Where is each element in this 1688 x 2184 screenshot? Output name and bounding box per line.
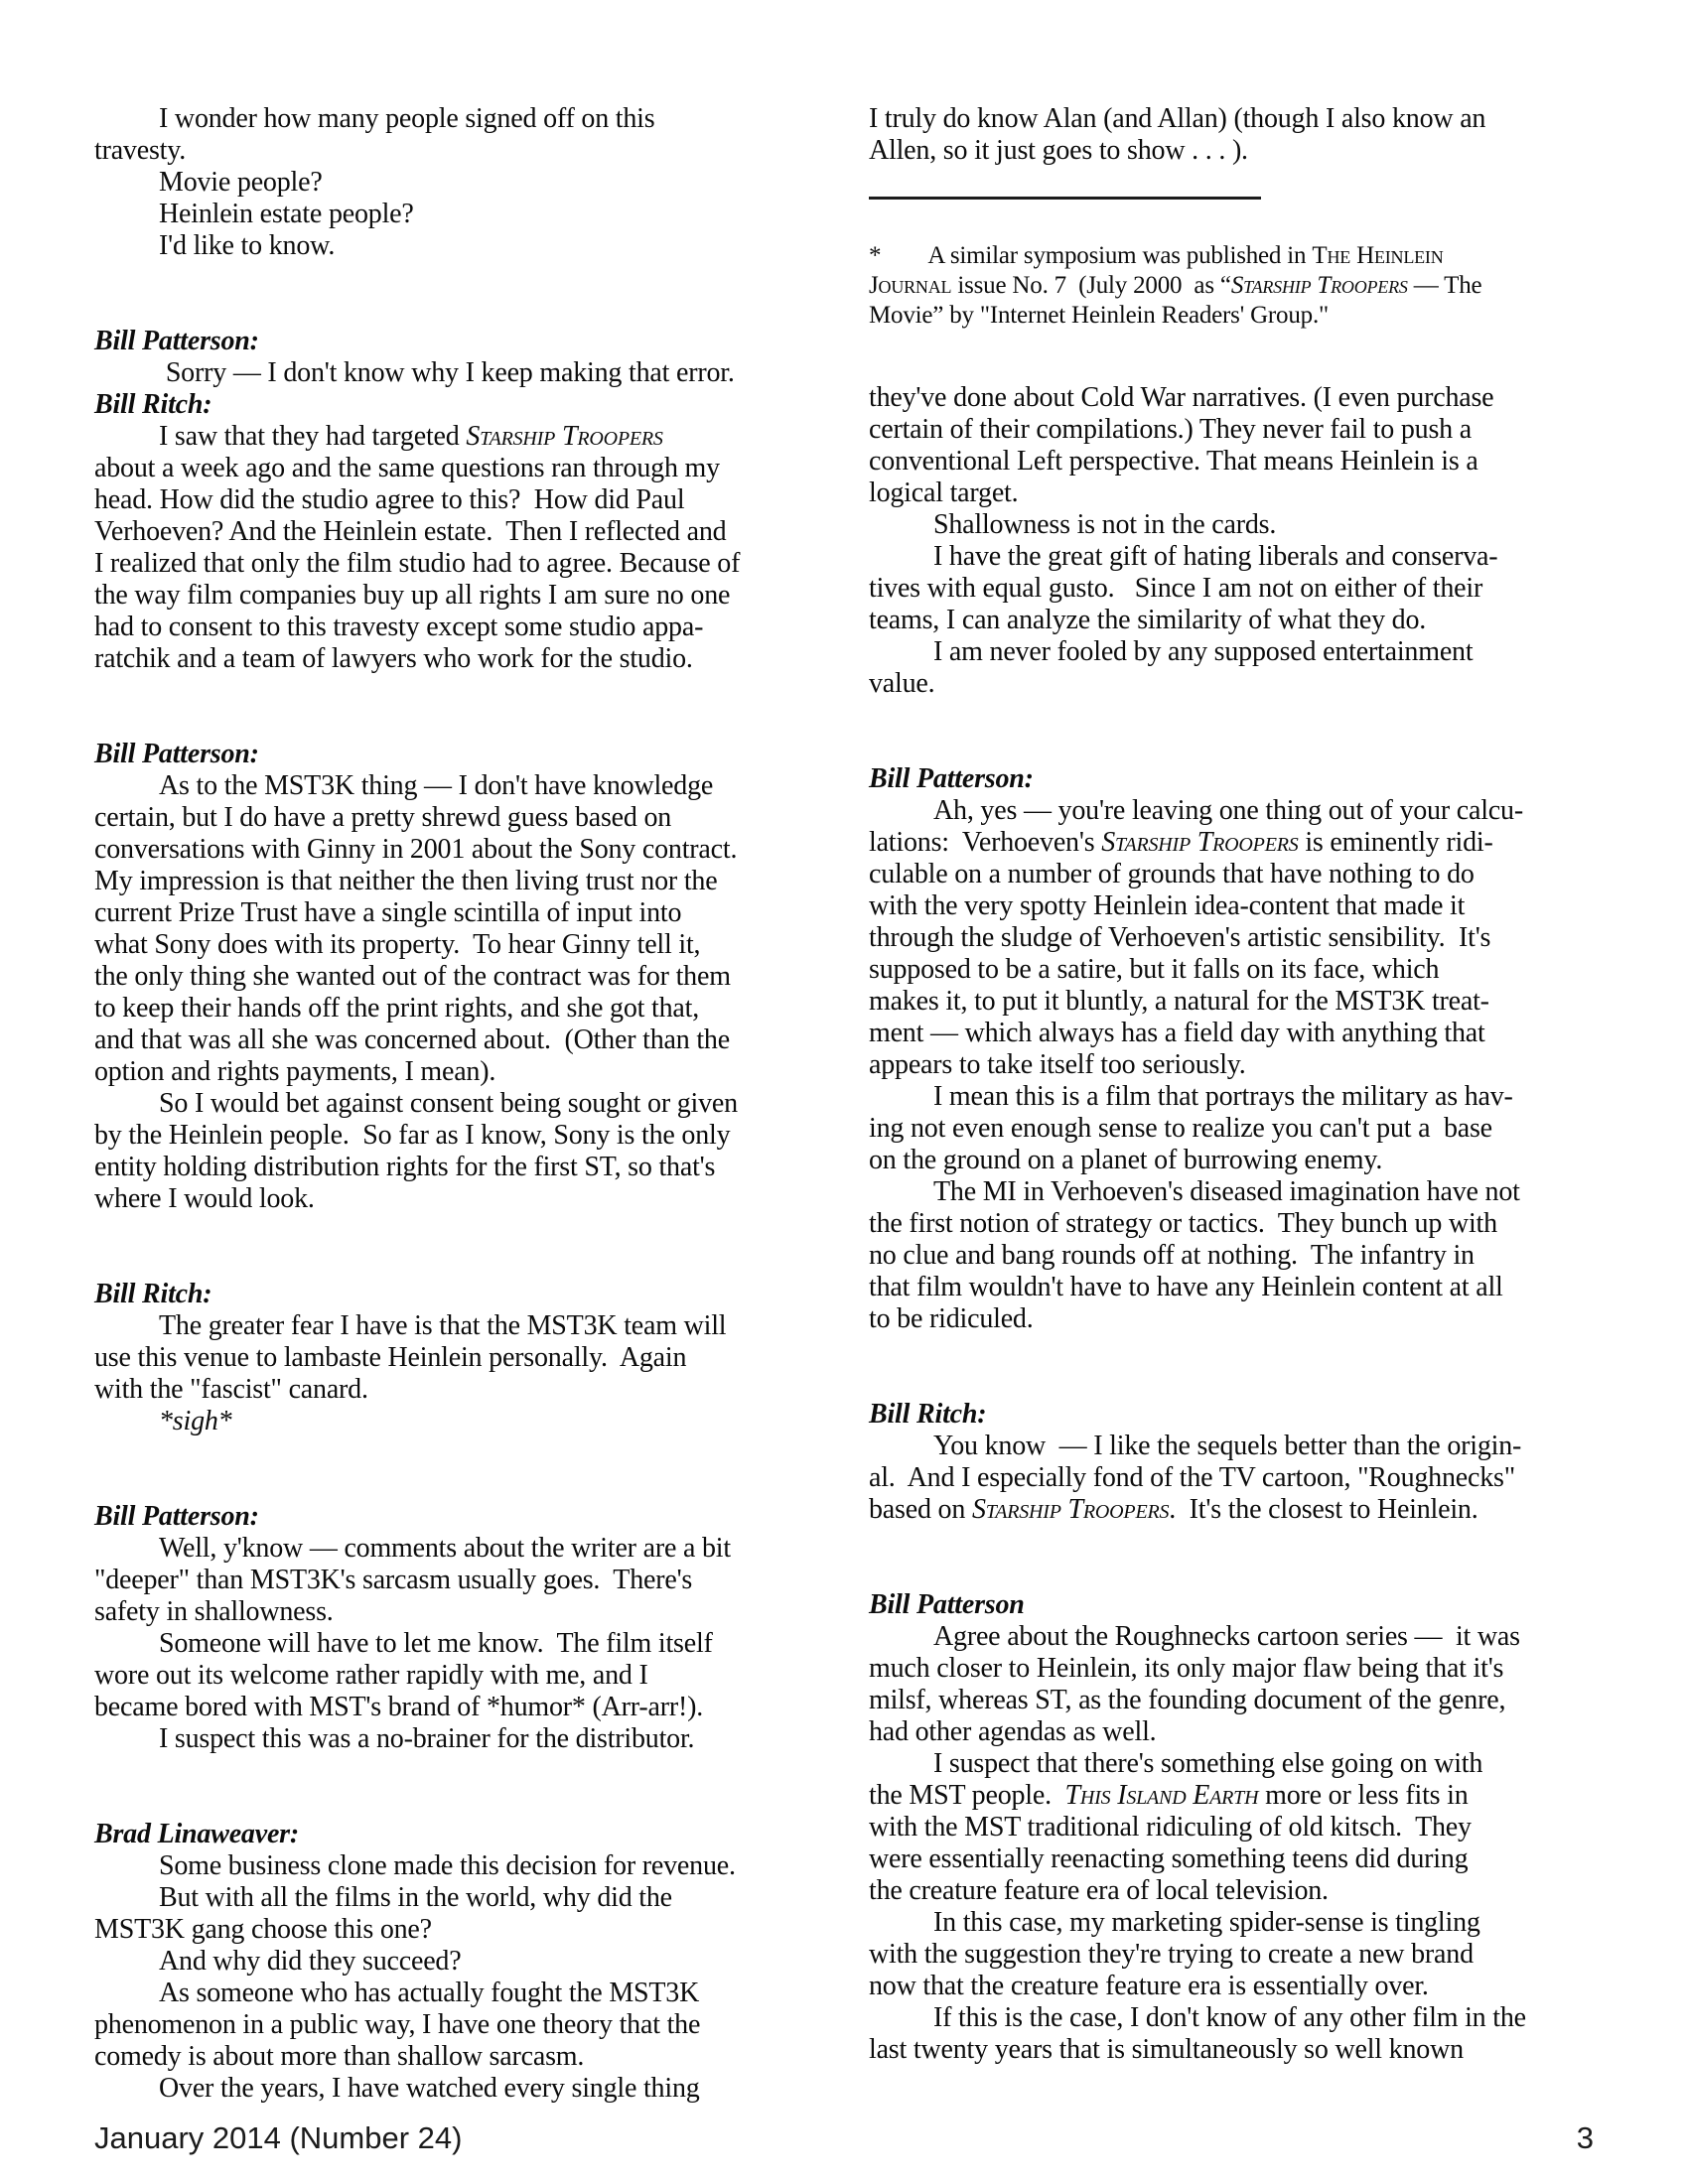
text-line [869,827,1612,859]
text-run: . It's the closest to Heinlein. [1169,1494,1478,1525]
paragraph [94,1723,837,1755]
text-line [94,1152,837,1183]
text-run: phenomenon in a public way, I have one theory that the [94,2009,701,2040]
text-run: My impression is that neither the then living trust nor the [94,866,718,896]
text-run: the first notion of strategy or tactics. They bunch up with [869,1208,1497,1239]
paragraph [869,541,1612,636]
paragraph [869,509,1612,541]
text-line [94,929,837,961]
text-run: based on [869,1494,972,1525]
text-line [869,1780,1612,1812]
text-line [869,922,1612,954]
text-line [869,795,1612,827]
paragraph [869,103,1612,167]
text-line [869,2002,1612,2034]
text-run: had to consent to this travesty except some studio appa- [94,612,704,642]
text-line [869,301,1612,331]
speaker-heading: Bill Ritch: [94,1279,212,1309]
text-run: culable on a number of grounds that have nothing to do [869,859,1475,889]
text-line [869,1208,1612,1240]
text-run: al. And I especially fond of the TV cartoon, "Roughnecks" [869,1462,1515,1493]
text-run: I realized that only the film studio had to agree. Because of [94,548,741,579]
text-run: more or less fits in [1258,1780,1469,1811]
left-column [94,103,837,2105]
text-run: Movie” by "Internet Heinlein Readers' Group." [869,302,1329,329]
text-line [869,2034,1612,2066]
text-line [94,1406,837,1437]
text-run: "deeper" than MST3K's sarcasm usually goes. There's [94,1565,693,1595]
text-line [869,1653,1612,1685]
speaker-heading: Bill Ritch: [869,1399,987,1430]
text-run: on the ground on a planet of burrowing enemy. [869,1145,1383,1175]
paragraph [94,1946,837,1978]
text-line [94,961,837,993]
text-run: This Island Earth [1064,1780,1259,1811]
text-run: and that was all she was concerned about. (Other than the [94,1024,730,1055]
text-line [869,1621,1612,1653]
text-run: supposed to be a satire, but it falls on its face, which [869,954,1440,985]
text-run: option and rights payments, I mean). [94,1056,496,1087]
text-line [869,636,1612,668]
text-line [869,271,1612,301]
text-line [94,167,837,199]
text-line [869,1303,1612,1335]
text-run: I'd like to know. [159,230,336,261]
text-line [869,1018,1612,1049]
text-line [869,1843,1612,1875]
text-run: tives with equal gusto. Since I am not on either of their [869,573,1483,604]
text-run: appears to take itself too seriously. [869,1049,1246,1080]
text-line [869,478,1612,509]
footer-issue-label: January 2014 (Number 24) [94,2120,463,2155]
text-line [94,1660,837,1692]
text-run: the only thing she wanted out of the contract was for them [94,961,731,992]
text-run: Verhoeven? And the Heinlein estate. Then I reflected and [94,516,727,547]
text-run: about a week ago and the same questions ran through my [94,453,720,483]
paragraph [869,382,1612,509]
text-run: milsf, whereas ST, as the founding document of the genre, [869,1685,1506,1715]
text-line [869,1685,1612,1716]
text-line [94,1596,837,1628]
text-line [869,1240,1612,1272]
text-run: Over the years, I have watched every single thing [159,2073,700,2104]
blank-gap [94,1437,837,1501]
text-line [94,1088,837,1120]
speaker-heading: Bill Patterson [869,1589,1025,1620]
text-run: conversations with Ginny in 2001 about the Sony contract. [94,834,738,865]
text-run: Someone will have to let me know. The film itself [159,1628,713,1659]
paragraph [94,421,837,675]
text-run: wore out its welcome rather rapidly with me, and I [94,1660,648,1691]
text-line [869,573,1612,605]
text-run: Starship Troopers [466,421,663,452]
text-run: makes it, to put it bluntly, a natural for the MST3K treat- [869,986,1489,1017]
text-line [94,1120,837,1152]
text-run: with the "fascist" canard. [94,1374,368,1405]
text-line [869,1939,1612,1971]
text-run: The MI in Verhoeven's diseased imagination have not [933,1176,1520,1207]
text-line [869,135,1612,167]
text-run: value. [869,668,935,699]
text-run: entity holding distribution rights for the first ST, so that's [94,1152,716,1182]
paragraph [94,167,837,199]
text-line [94,1024,837,1056]
text-run: *sigh* [159,1406,232,1436]
paragraph [869,1176,1612,1335]
text-line [94,548,837,580]
paragraph [869,1748,1612,1907]
text-run: Journal [869,272,952,299]
text-line [869,1145,1612,1176]
text-run: they've done about Cold War narratives. (I even purchase [869,382,1494,413]
paragraph [869,1621,1612,1748]
text-run: had other agendas as well. [869,1716,1157,1747]
speaker-heading: Brad Linaweaver: [94,1819,300,1849]
speaker-heading: Bill Patterson: [94,326,259,356]
text-line [94,2041,837,2073]
paragraph [94,1978,837,2073]
text-run: MST3K gang choose this one? [94,1914,432,1945]
text-line [869,1431,1612,1462]
paragraph [94,2073,837,2105]
text-line [94,2009,837,2041]
text-line [869,1049,1612,1081]
text-line [94,1978,837,2009]
text-line [94,1850,837,1882]
text-run: by the Heinlein people. So far as I know, Sony is the only [94,1120,731,1151]
text-run: I am never fooled by any supposed entertainment [933,636,1474,667]
paragraph [94,230,837,262]
text-run: Sorry — I don't know why I keep making that error. [159,357,735,388]
text-line [94,770,837,802]
text-run: I mean this is a film that portrays the military as hav- [933,1081,1513,1112]
paragraph [94,1088,837,1215]
text-line [94,199,837,230]
text-line [869,890,1612,922]
text-run: to be ridiculed. [869,1303,1034,1334]
text-run: logical target. [869,478,1019,508]
paragraph [94,1533,837,1628]
text-run: As someone who has actually fought the MST3K [159,1978,700,2008]
text-run: Allen, so it just goes to show . . . ). [869,135,1248,166]
text-run: teams, I can analyze the similarity of what they do. [869,605,1427,635]
text-line [94,135,837,167]
text-run: I suspect this was a no-brainer for the distributor. [159,1723,695,1754]
paragraph [869,636,1612,700]
text-line [94,993,837,1024]
text-run: head. How did the studio agree to this? How did Paul [94,484,685,515]
text-line [94,516,837,548]
text-line [94,1882,837,1914]
text-line [869,1812,1612,1843]
text-run: conventional Left perspective. That means Heinlein is a [869,446,1478,477]
text-line [94,1628,837,1660]
blank-gap [869,700,1612,763]
text-run: certain of their compilations.) They never fail to push a [869,414,1472,445]
text-run: Agree about the Roughnecks cartoon series — it was [933,1621,1520,1652]
text-line [94,1914,837,1946]
text-run: Ah, yes — you're leaving one thing out of your calcu- [933,795,1523,826]
text-run: Starship Troopers [971,1494,1170,1525]
text-run: where I would look. [94,1183,315,1214]
text-run: If this is the case, I don't know of any other film in the [933,2002,1526,2033]
text-run: I have the great gift of hating liberals and conserva- [933,541,1498,572]
text-line [94,230,837,262]
text-run: much closer to Heinlein, its only major flaw being that it's [869,1653,1504,1684]
text-run: Starship Troopers [1101,827,1299,858]
text-line [94,1946,837,1978]
text-line [869,1875,1612,1907]
text-line [869,446,1612,478]
text-line [94,802,837,834]
text-line [869,1748,1612,1780]
text-line [94,834,837,866]
text-run: And why did they succeed? [159,1946,462,1977]
text-run: to keep their hands off the print rights, and she got that, [94,993,699,1024]
paragraph [94,1850,837,1882]
text-run: — The [1407,272,1482,299]
text-line [94,643,837,675]
text-line [94,580,837,612]
text-run: last twenty years that is simultaneously so well known [869,2034,1464,2065]
text-line [869,1081,1612,1113]
paragraph [94,357,837,389]
text-run: current Prize Trust have a single scintilla of input into [94,897,682,928]
footer-page-number: 3 [1576,2120,1594,2155]
text-line [869,414,1612,446]
text-line [94,103,837,135]
text-run: that film wouldn't have to have any Heinlein content at all [869,1272,1503,1302]
text-line [869,1716,1612,1748]
text-line [94,2073,837,2105]
text-run: Starship Troopers [1230,272,1408,299]
text-run: The greater fear I have is that the MST3K team will [159,1310,727,1341]
text-run: the MST people. [869,1780,1065,1811]
text-run: the creature feature era of local television. [869,1875,1329,1906]
blank-gap [94,1755,837,1819]
text-run: travesty. [94,135,187,166]
text-run: use this venue to lambaste Heinlein personally. Again [94,1342,687,1373]
text-line [869,103,1612,135]
footnote [869,241,1612,331]
text-line [869,986,1612,1018]
text-run: Well, y'know — comments about the writer are a bit [159,1533,731,1564]
text-line [869,509,1612,541]
blank-gap [94,262,837,326]
text-run: The Heinlein [1312,242,1444,269]
text-line [94,1374,837,1406]
paragraph [869,1081,1612,1176]
speaker-heading: Bill Patterson: [94,739,259,769]
text-line [869,1494,1612,1526]
paragraph [94,770,837,1088]
text-line [869,668,1612,700]
blank-gap [869,1526,1612,1589]
paragraph [94,1406,837,1437]
text-line [94,453,837,484]
text-line [94,1310,837,1342]
text-line [869,1971,1612,2002]
speaker-heading: Bill Ritch: [94,389,212,420]
text-line [869,1176,1612,1208]
text-run: Heinlein estate people? [159,199,414,229]
text-run: ing not even enough sense to realize you can't put a base [869,1113,1492,1144]
text-run: now that the creature feature era is essentially over. [869,1971,1429,2001]
text-run: Movie people? [159,167,323,198]
paragraph [869,2002,1612,2066]
paragraph [94,199,837,230]
text-run: with the MST traditional ridiculing of old kitsch. They [869,1812,1472,1843]
text-line [94,897,837,929]
text-run: the way film companies buy up all rights I am sure no one [94,580,731,611]
text-line [869,1907,1612,1939]
text-run: I wonder how many people signed off on this [159,103,655,134]
text-line [94,1056,837,1088]
text-line [869,605,1612,636]
text-line [94,1692,837,1723]
text-run: lations: Verhoeven's [869,827,1102,858]
text-run: were essentially reenacting something teens did during [869,1843,1469,1874]
text-run: But with all the films in the world, why did the [159,1882,672,1913]
text-run: As to the MST3K thing — I don't have knowledge [159,770,714,801]
text-run: ment — which always has a field day with anything that [869,1018,1485,1048]
text-run: I suspect that there's something else going on with [933,1748,1483,1779]
text-run: issue No. 7 (July 2000 as “ [951,272,1231,299]
speaker-heading: Bill Patterson: [869,763,1034,794]
text-run: In this case, my marketing spider-sense is tingling [933,1907,1480,1938]
text-line [94,612,837,643]
text-run: ratchik and a team of lawyers who work for the studio. [94,643,693,674]
text-line [869,382,1612,414]
text-run: with the very spotty Heinlein idea-content that made it [869,890,1466,921]
text-line [94,1342,837,1374]
text-line [869,1462,1612,1494]
text-run: I saw that they had targeted [159,421,467,452]
text-run: through the sludge of Verhoeven's artistic sensibility. It's [869,922,1491,953]
text-line [94,1533,837,1565]
blank-gap [869,1335,1612,1399]
text-run: I truly do know Alan (and Allan) (though I also know an [869,103,1486,134]
text-line [869,541,1612,573]
text-line [869,859,1612,890]
speaker-heading: Bill Patterson: [94,1501,259,1532]
text-line [94,421,837,453]
text-run: is eminently ridi- [1298,827,1493,858]
text-line [94,484,837,516]
paragraph [869,1431,1612,1526]
paragraph [869,795,1612,1081]
text-line [94,357,837,389]
blank-gap [94,1215,837,1279]
text-run: with the suggestion they're trying to create a new brand [869,1939,1474,1970]
paragraph [94,1310,837,1406]
text-run: You know — I like the sequels better than the origin- [933,1431,1522,1461]
right-column [869,103,1612,2066]
text-run: * A similar symposium was published in [869,242,1313,269]
text-run: Shallowness is not in the cards. [933,509,1277,540]
paragraph [869,1907,1612,2002]
text-run: what Sony does with its property. To hear Ginny tell it, [94,929,701,960]
text-line [94,1183,837,1215]
text-line [869,1113,1612,1145]
text-line [869,241,1612,271]
text-run: no clue and bang rounds off at nothing. The infantry in [869,1240,1475,1271]
text-line [869,954,1612,986]
text-line [94,1723,837,1755]
text-run: comedy is about more than shallow sarcasm. [94,2041,585,2072]
text-line [94,1565,837,1596]
text-line [869,1272,1612,1303]
paragraph [94,103,837,167]
footnote-rule [869,197,1261,200]
text-run: So I would bet against consent being sought or given [159,1088,738,1119]
text-run: became bored with MST's brand of *humor* (Arr-arr!). [94,1692,703,1722]
blank-gap [94,675,837,739]
text-line [94,866,837,897]
text-run: Some business clone made this decision for revenue. [159,1850,736,1881]
text-run: safety in shallowness. [94,1596,334,1627]
paragraph [94,1628,837,1723]
paragraph [94,1882,837,1946]
text-run: certain, but I do have a pretty shrewd guess based on [94,802,672,833]
